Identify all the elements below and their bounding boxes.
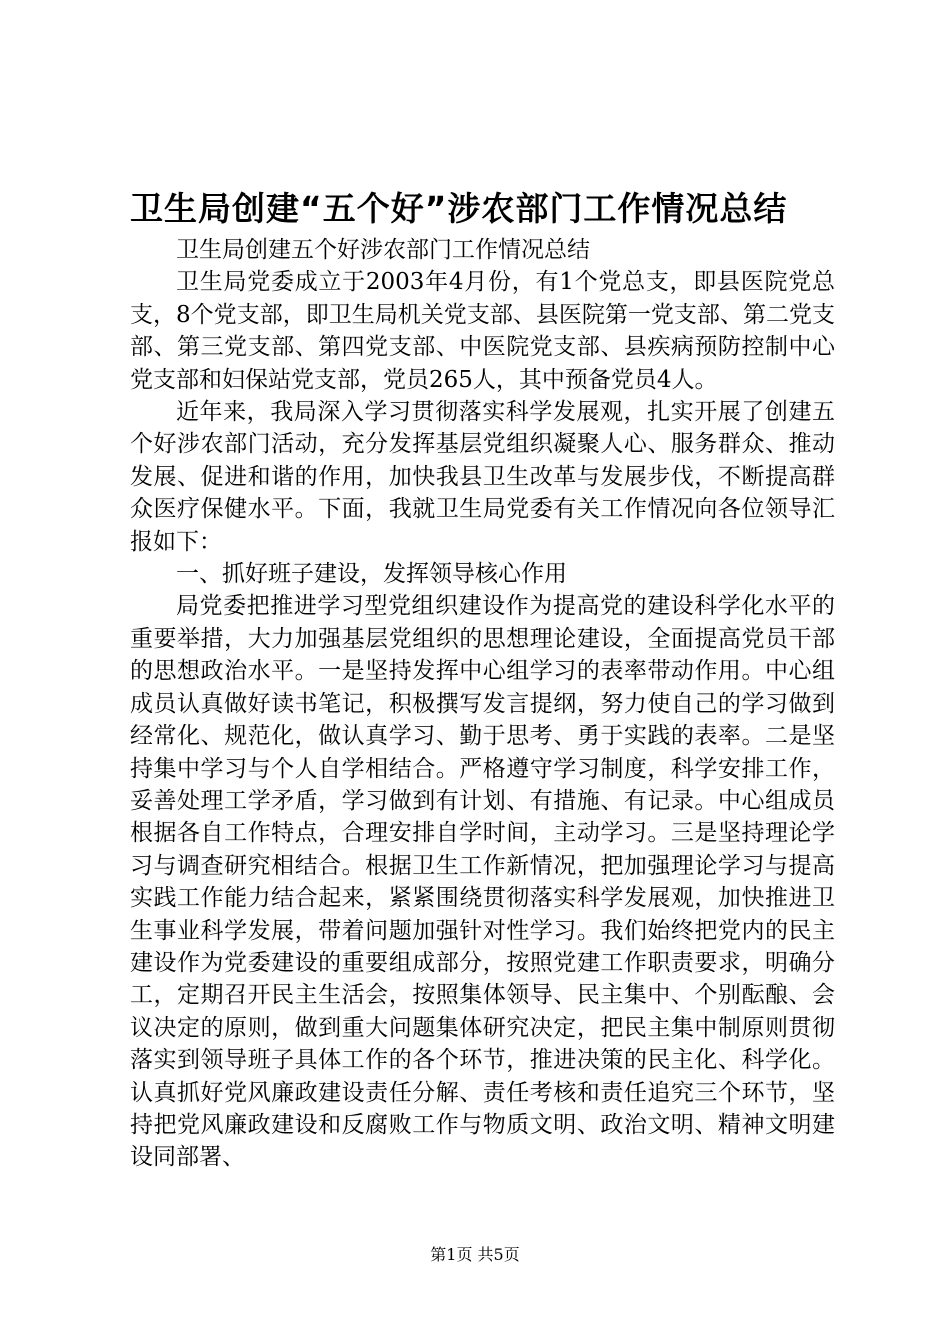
body-paragraph: 卫生局党委成立于2003年4月份，有1个党总支，即县医院党总支，8个党支部，即卫生局机关党支部、县医院第一党支部、第二党支部、第三党支部、第四党支部、中医院党支部、县疾病预防控制中心党支部和妇保站党支部，党员265人，其中预备党员4人。 [130, 269, 835, 393]
subtitle-paragraph: 卫生局创建五个好涉农部门工作情况总结 [176, 237, 590, 263]
page-number-footer: 第1页 共5页 [430, 1245, 520, 1264]
body-paragraph: 局党委把推进学习型党组织建设作为提高党的建设科学化水平的重要举措，大力加强基层党组织的思想理论建设，全面提高党员干部的思想政治水平。一是坚持发挥中心组学习的表率带动作用。中心组成员认真做好读书笔记，积极撰写发言提纲，努力使自己的学习做到经常化、规范化，做认真学习、勤于思考、勇于实践的表率。二是坚持集中学习与个人自学相结合。严格遵守学习制度，科学安排工作，妥善处理工学矛盾，学习做到有计划、有措施、有记录。中心组成员根据各自工作特点，合理安排自学时间，主动学习。三是坚持理论学习与调查研究相结合。根据卫生工作新情况，把加强理论学习与提高实践工作能力结合起来，紧紧围绕贯彻落实科学发展观，加快推进卫生事业科学发展，带着问题加强针对性学习。我们始终把党内的民主建设作为党委建设的重要组成部分，按照党建工作职责要求，明确分工，定期召开民主生活会，按照集体领导、民主集中、个别酝酿、会议决定的原则，做到重大问题集体研究决定，把民主集中制原则贯彻落实到领导班子具体工作的各个环节，推进决策的民主化、科学化。认真抓好党风廉政建设责任分解、责任考核和责任追究三个环节，坚持把党风廉政建设和反腐败工作与物质文明、政治文明、精神文明建设同部署、 [130, 593, 835, 1171]
document-body [130, 234, 835, 1174]
section-heading: 一、抓好班子建设，发挥领导核心作用 [176, 561, 567, 588]
document-title: 卫生局创建“五个好”涉农部门工作情况总结 [130, 189, 788, 228]
body-paragraph: 近年来，我局深入学习贯彻落实科学发展观，扎实开展了创建五个好涉农部门活动，充分发挥基层党组织凝聚人心、服务群众、推动发展、促进和谐的作用，加快我县卫生改革与发展步伐，不断提高群众医疗保健水平。下面，我就卫生局党委有关工作情况向各位领导汇报如下： [130, 399, 835, 555]
